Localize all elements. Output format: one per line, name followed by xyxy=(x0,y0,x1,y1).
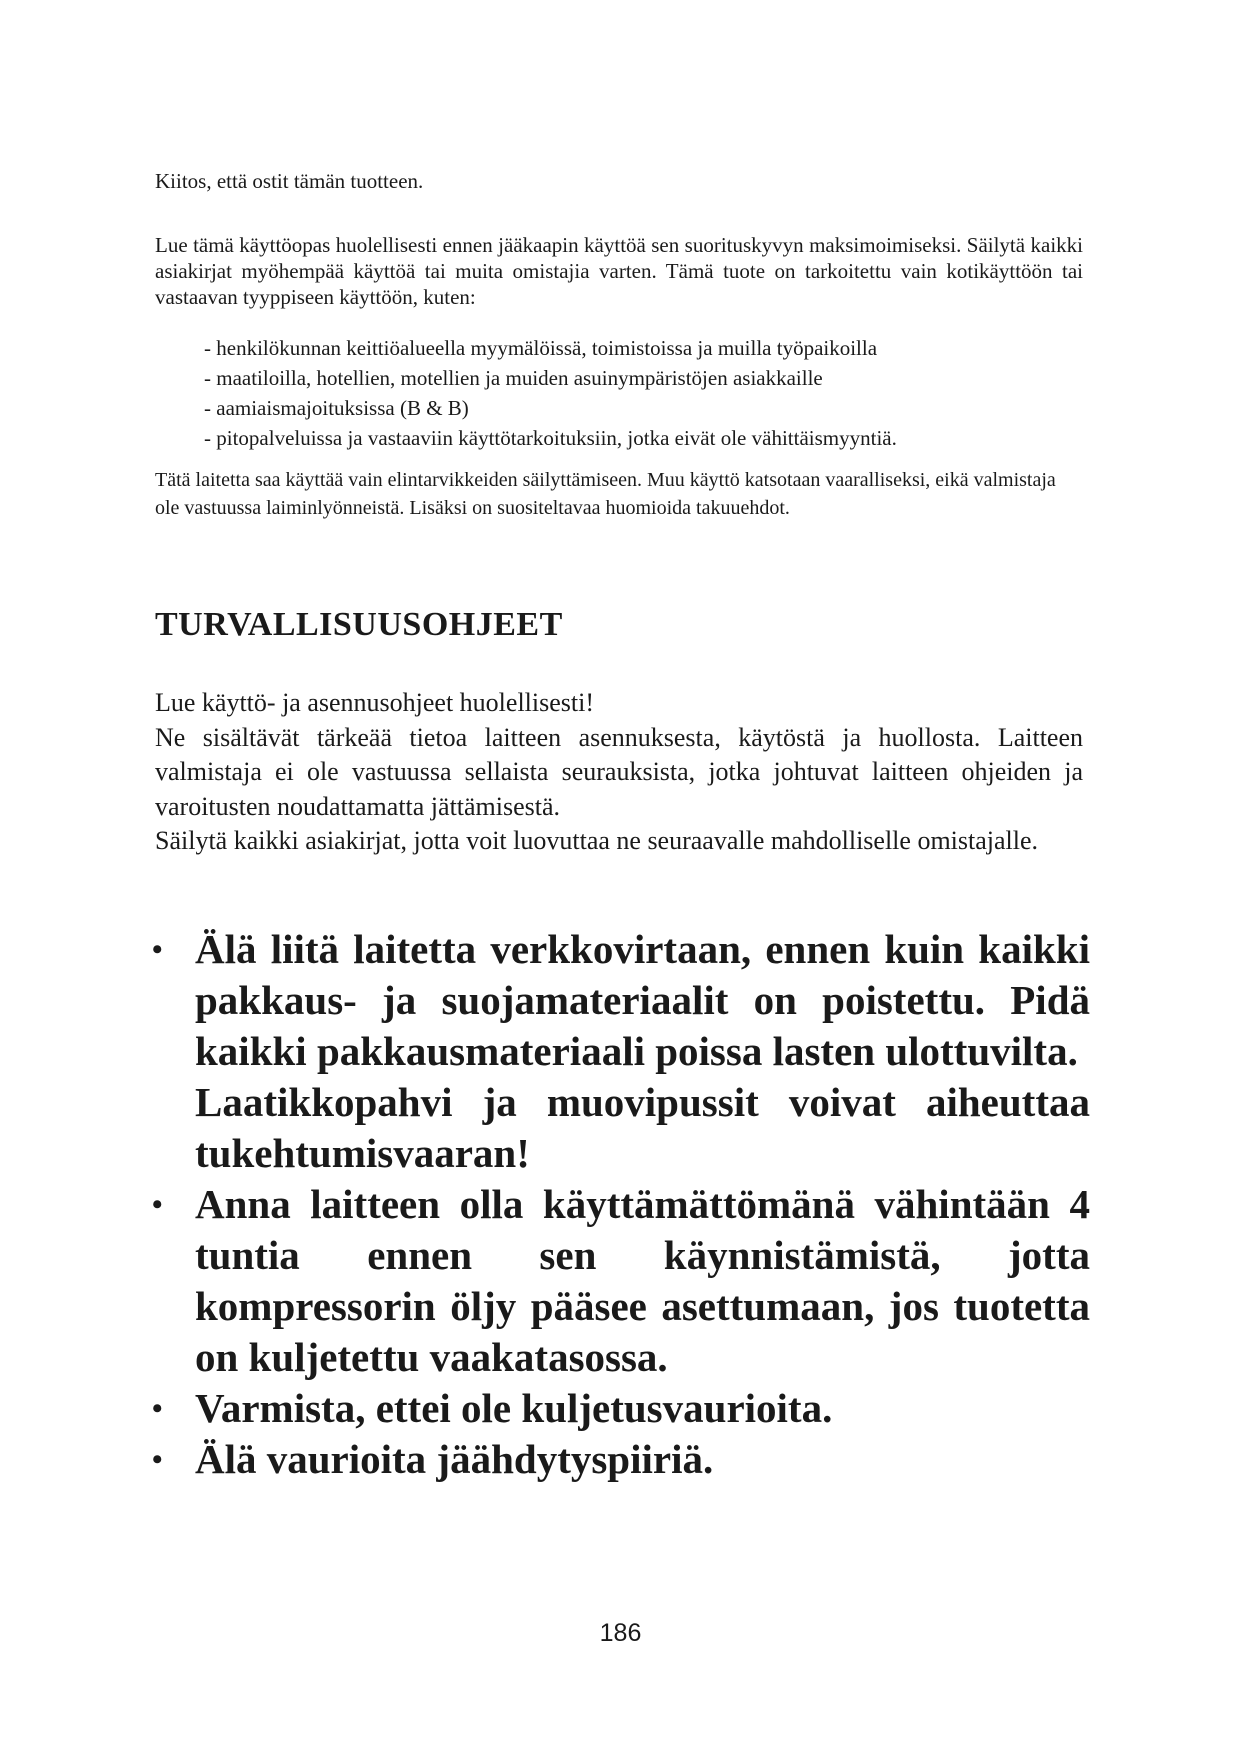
bullet-icon: • xyxy=(152,1188,163,1221)
warning-extra-text: Laatikkopahvi ja muovipussit voivat aiheuttaa tukehtumisvaaran! xyxy=(195,1079,1090,1176)
warning-item xyxy=(150,1434,1090,1485)
warning-text: Älä liitä laitetta verkkovirtaan, ennen kuin kaikki pakkaus- ja suojamateriaalit on poistettu. Pidä kaikki pakkausmateriaali poissa lasten ulottuvilta. xyxy=(195,926,1090,1074)
intended-use-list xyxy=(204,333,897,453)
list-item: - pitopalveluissa ja vastaaviin käyttötarkoituksiin, jotka eivät ole vähittäismyyntiä. xyxy=(204,426,897,450)
warning-item xyxy=(150,1179,1090,1383)
intro-paragraph: Lue tämä käyttöopas huolellisesti ennen jääkaapin käyttöä sen suorituskyvyn maksimoimiseksi. Säilytä kaikki asiakirjat myöhempää käyttöä tai muita omistajia varten. Tämä tuote on tarkoitettu vain kotikäyttöön tai vastaavan tyyppiseen käyttöön, kuten: xyxy=(155,233,1083,309)
thanks-text: Kiitos, että ostit tämän tuotteen. xyxy=(155,169,424,193)
safety-text: Lue käyttö- ja asennusohjeet huolellisesti! Ne sisältävät tärkeää tietoa laitteen asennuksesta, käytöstä ja huollosta. Laitteen valmistaja ei ole vastuussa sellaista seurauksista, jotka johtuvat laitteen ohjeiden ja varoitusten noudattamatta jättämisestä. Säilytä kaikki asiakirjat, jotta voit luovuttaa ne seuraavalle mahdolliselle omistajalle. xyxy=(155,688,1083,855)
warning-list xyxy=(150,924,1090,1485)
section-heading: TURVALLISUUSOHJEET xyxy=(155,606,563,643)
warning-text: Anna laitteen olla käyttämättömänä vähintään 4 tuntia ennen sen käynnistämistä, jotta kompressorin öljy pääsee asettumaan, jos tuotetta on kuljetettu vaakatasossa. xyxy=(195,1181,1090,1380)
bullet-icon: • xyxy=(152,933,163,966)
list-item: - henkilökunnan keittiöalueella myymälöissä, toimistoissa ja muilla työpaikoilla xyxy=(204,336,878,360)
list-item: - maatiloilla, hotellien, motellien ja muiden asuinympäristöjen asiakkaille xyxy=(204,366,823,390)
usage-restriction-paragraph: Tätä laitetta saa käyttää vain elintarvikkeiden säilyttämiseen. Muu käyttö katsotaan vaaralliseksi, eikä valmistaja ole vastuussa laiminlyönneistä. Lisäksi on suositeltavaa huomioida takuuehdot. xyxy=(155,469,1056,519)
warning-text: Varmista, ettei ole kuljetusvaurioita. xyxy=(195,1385,833,1431)
page-number: 186 xyxy=(599,1619,642,1647)
list-item: - aamiaismajoituksissa (B & B) xyxy=(204,396,469,420)
warning-item xyxy=(150,924,1090,1179)
bullet-icon: • xyxy=(152,1392,163,1425)
warning-item xyxy=(150,1383,1090,1434)
bullet-icon: • xyxy=(152,1443,163,1476)
safety-paragraph xyxy=(155,686,1083,859)
warning-text: Älä vaurioita jäähdytyspiiriä. xyxy=(195,1436,714,1482)
